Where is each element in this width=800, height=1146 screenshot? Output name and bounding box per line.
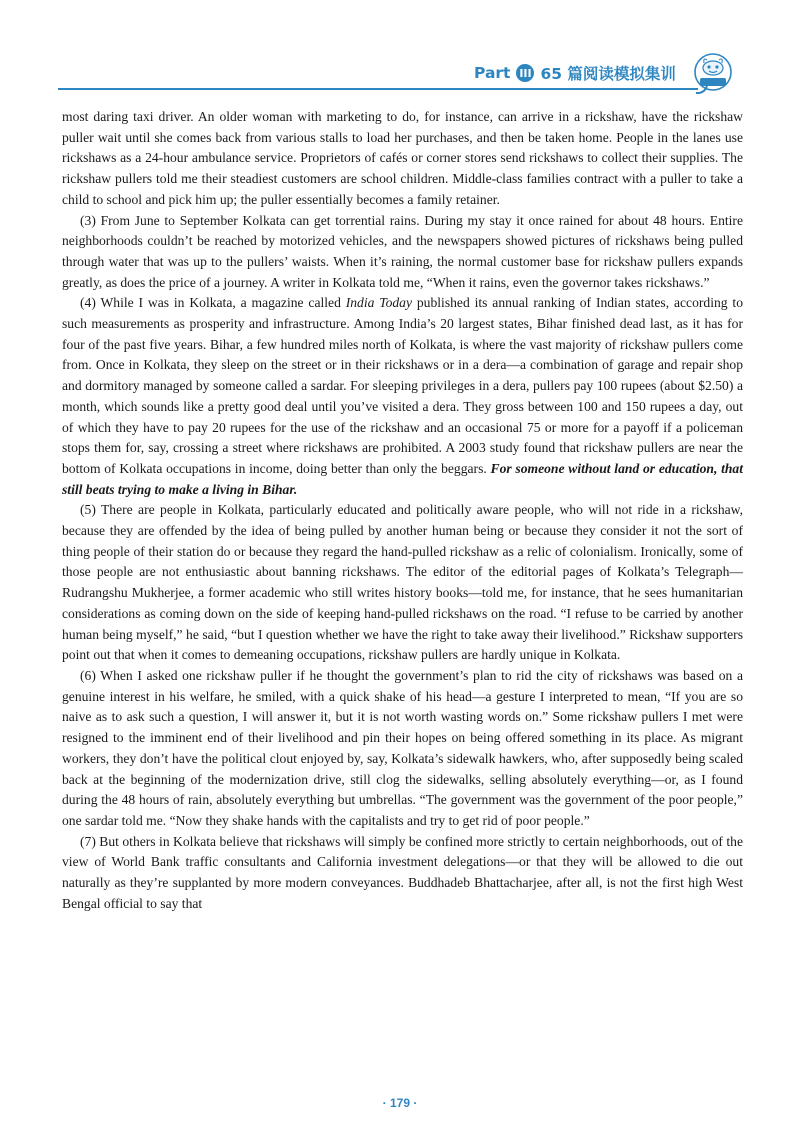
paragraph-text: For someone without land or education, that still beats trying to make a living in Bihar.: [62, 460, 744, 497]
page-number: · 179 ·: [382, 1096, 418, 1110]
paragraph-text: (4) While I was in Kolkata, a magazine called: [80, 295, 346, 311]
part-numeral-badge: III: [516, 64, 534, 82]
paragraph-text: most daring taxi driver. An older woman with marketing to do, for instance, can arrive in a rickshaw, have the rickshaw puller wait until she comes back from various stalls to load her purchases, and then be taken home. People in the lanes use rickshaws as a 24-hour ambulance service. Proprietors of cafés or corner stores send rickshaws to collect their supplies. The rickshaw pullers told me their steadiest customers are school children. Middle-class families contract with a puller to take a child to school and pick him up; the puller essentially becomes a family retainer.: [62, 109, 743, 207]
part-label: Part: [474, 64, 511, 82]
running-header: [474, 56, 676, 90]
paragraph: [62, 293, 743, 500]
paragraph-text: (6) When I asked one rickshaw puller if he thought the government’s plan to rid the city of rickshaws was based on a genuine interest in his welfare, he smiled, with a quick shake of his head—a gesture I interpreted to mean, “If you are so naive as to ask such a question, I will answer it, but it is not worth wasting words on.” Some rickshaw pullers I met were resigned to the imminent end of their livelihood and pin their hopes on being offered something in its place. As migrant workers, they don’t have the political clout enjoyed by, say, Kolkata’s sidewalk hawkers, who, after supposedly being scaled back at the beginning of the modernization drive, still clog the sidewalks, selling absolutely everything—or, as I found during the 48 hours of rain, absolutely everything but umbrellas. “The government was the government of the poor people,” one sardar told me. “Now they shake hands with the capitalists and try to get rid of poor people.”: [62, 667, 743, 828]
paragraph: [62, 832, 743, 915]
series-title: 65 篇阅读模拟集训: [540, 65, 676, 83]
paragraph: [62, 666, 743, 832]
header-divider: [58, 88, 698, 90]
article-body: [62, 107, 743, 914]
paragraph-text: India Today: [345, 295, 413, 311]
paragraph-text: (5) There are people in Kolkata, particularly educated and politically aware people, who will not ride in a rickshaw, because they are offended by the idea of being pulled by another human being or because they consider it not the sort of thing people of their station do or because they regard the hand-pulled rickshaw as a relic of colonialism. Ironically, some of those people are not enthusiastic about banning rickshaws. The editor of the editorial pages of Kolkata’s Telegraph—Rudrangshu Mukherjee, a former academic who still writes history books—told me, for instance, that he sees humanitarian considerations as coming down on the side of keeping hand-pulled rickshaws on the road. “I refuse to be carried by another human being myself,” he said, “but I question whether we have the right to take away their livelihood.” Rickshaw supporters point out that when it comes to demeaning occupations, rickshaw pullers are hardly unique in Kolkata.: [62, 502, 743, 663]
paragraph: [62, 211, 743, 294]
paragraph: [62, 500, 743, 666]
header-divider-corner: [696, 82, 708, 94]
paragraph: [62, 107, 743, 211]
paragraph-text: (3) From June to September Kolkata can get torrential rains. During my stay it once rained for about 48 hours. Entire neighborhoods couldn’t be reached by motorized vehicles, and the newspapers showed pictures of rickshaws being pulled through water that was up to the pullers’ waists. When it’s raining, the normal customer base for rickshaw pullers expands greatly, as does the price of a journey. A writer in Kolkata told me, “When it rains, even the governor takes rickshaws.”: [62, 212, 743, 290]
paragraph-text: published its annual ranking of Indian states, according to such measurements as prosperity and infrastructure. Among India’s 20 largest states, Bihar finished dead last, as it has for four of the past five years. Bihar, a few hundred miles north of Kolkata, is where the vast majority of rickshaw pullers come from. Once in Kolkata, they sleep on the street or in their rickshaws or in a dera—a combination of garage and repair shop and dormitory managed by someone called a sardar. For sleeping privileges in a dera, pullers pay 100 rupees (about $2.50) a month, which sounds like a pretty good deal until you’ve visited a dera. They gross between 100 and 150 rupees a day, out of which they have to pay 20 rupees for the use of the rickshaw and an occasional 75 or more for a payoff if a policeman stops them for, say, crossing a street where rickshaws are prohibited. A 2003 study found that rickshaw pullers are near the bottom of Kolkata occupations in income, doing better than only the beggars.: [62, 295, 743, 476]
paragraph-text: (7) But others in Kolkata believe that rickshaws will simply be confined more strictly to certain neighborhoods, out of the view of World Bank traffic consultants and California investment delegations—or that they will be allowed to die out naturally as they’re supplanted by more modern conveyances. Buddhadeb Bhattacharjee, after all, is not the first high West Bengal official to say that: [62, 833, 743, 911]
